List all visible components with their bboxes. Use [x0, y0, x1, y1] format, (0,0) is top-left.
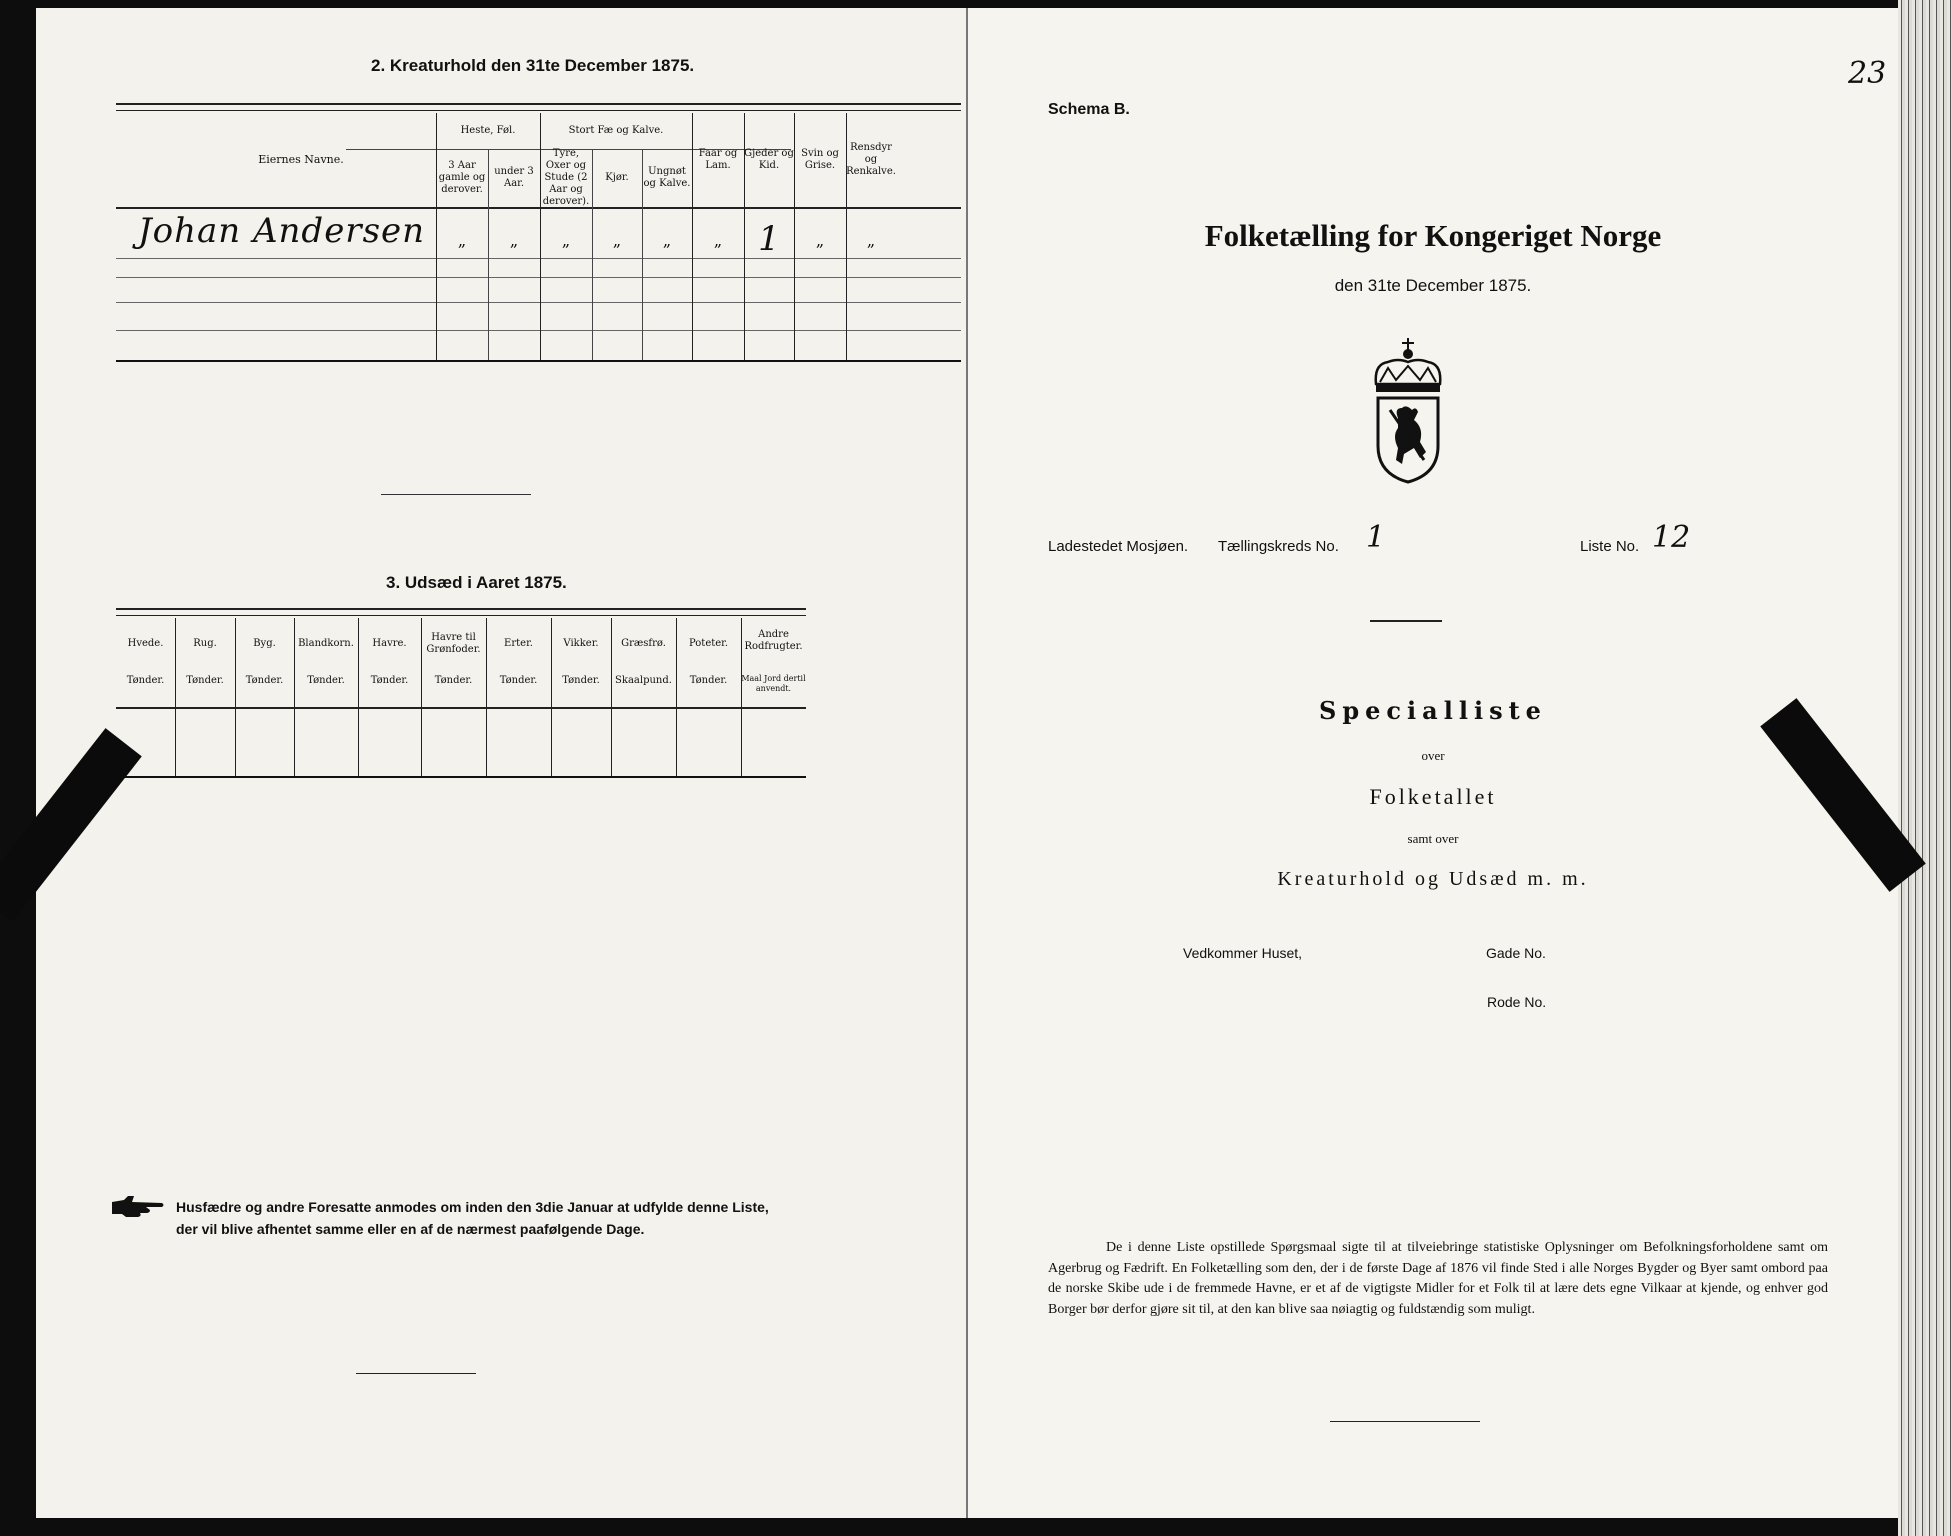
divider — [1370, 620, 1442, 622]
also-over-label: samt over — [1407, 831, 1459, 846]
livestock-seed-label: Kreaturhold og Udsæd m. m. — [1277, 868, 1589, 890]
table-cell: „ — [561, 231, 571, 250]
seed-col-barley: Byg. — [253, 638, 276, 649]
seed-col-other-roots: Andre Rodfrugter. — [744, 629, 803, 652]
table-cell: „ — [457, 231, 467, 250]
seed-unit: Maal Jord dertil anvendt. — [741, 674, 806, 693]
divider — [381, 494, 531, 495]
table-cell: „ — [612, 231, 622, 250]
over-label: over — [1421, 748, 1445, 763]
table-cell: „ — [713, 231, 723, 250]
list-label: Liste No. — [1580, 538, 1640, 555]
district-label: Tællingskreds No. — [1218, 538, 1339, 555]
list-value: 12 — [1652, 520, 1691, 555]
seed-col-mixed-grain: Blandkorn. — [298, 638, 354, 649]
young-cattle-header: Ungnøt og Kalve. — [643, 166, 691, 189]
page-number: 23 — [1848, 56, 1887, 91]
owner-column-header: Eiernes Navne. — [258, 153, 344, 166]
seed-unit: Tønder. — [126, 675, 165, 686]
population-label: Folketallet — [1369, 784, 1497, 809]
seed-table — [116, 608, 956, 778]
explanation-paragraph: De i denne Liste opstillede Spørgsmaal sigte til at tilveiebringe statistiske Oplysninger om Befolkningsforholdene samt om Agerbrug og Fædrift. En Folketælling som den, der i de første Dage af 1876 vil finde Sted i alle Norges Bygder og Byer samt ombord paa de norske Skibe ude i de fremmede Havne, er et af de vigtigste Midler for et Folk til at lære dets egne Vilkaar at kjende, og enhver god Borger bør derfor gjøre sit til, at den kan blive saa nøiagtig og fuldstændig som muligt. — [1048, 1240, 1828, 1317]
seed-col-oats-fodder: Havre til Grønfoder. — [426, 632, 481, 655]
page-block-edge — [1898, 0, 1952, 1536]
table-cell: „ — [662, 231, 672, 250]
street-label: Gade No. — [1486, 945, 1546, 961]
horses-group-header: Heste, Føl. — [460, 125, 516, 136]
seed-col-rye: Rug. — [193, 638, 217, 649]
seed-unit: Tønder. — [434, 675, 473, 686]
seed-unit: Skaalpund. — [615, 675, 672, 686]
pigs-header: Svin og Grise. — [801, 148, 839, 171]
table-cell: 1 — [758, 219, 780, 259]
cattle-group-header: Stort Fæ og Kalve. — [568, 125, 664, 136]
census-title: Folketælling for Kongeriget Norge — [1204, 218, 1662, 253]
table-cell: „ — [509, 231, 519, 250]
census-date: den 31te December 1875. — [1334, 276, 1532, 295]
livestock-heading: 2. Kreaturhold den 31te December 1875. — [371, 56, 695, 75]
seed-unit: Tønder. — [370, 675, 409, 686]
pointing-hand-icon — [110, 1194, 166, 1220]
seed-col-grass-seed: Græsfrø. — [621, 638, 666, 649]
table-cell: „ — [815, 231, 825, 250]
bulls-header: Tyre, Oxer og Stude (2 Aar og derover). — [542, 148, 590, 207]
right-page — [968, 8, 1898, 1518]
horses-young-header: under 3 Aar. — [494, 166, 534, 189]
footnote-text: Husfædre og andre Foresatte anmodes om inden den 3die Januar at udfylde denne Liste, der vil blive afhentet samme eller en af de nærmest paafølgende Dage. — [176, 1199, 769, 1237]
divider — [356, 1373, 476, 1374]
schema-label: Schema B. — [1048, 101, 1130, 118]
norwegian-coat-of-arms-icon — [1368, 336, 1448, 486]
seed-unit: Tønder. — [186, 675, 224, 686]
special-list-title: Specialliste — [1319, 696, 1547, 725]
seed-unit: Tønder. — [499, 675, 538, 686]
seed-col-potatoes: Poteter. — [688, 638, 729, 649]
livestock-table — [116, 103, 956, 423]
district-value: 1 — [1366, 520, 1386, 555]
seed-col-vetch: Vikker. — [563, 638, 599, 649]
place-label: Ladestedet Mosjøen. — [1048, 538, 1189, 555]
seed-unit: Tønder. — [245, 675, 284, 686]
seed-col-wheat: Hvede. — [127, 638, 164, 649]
seed-unit: Tønder. — [562, 675, 600, 686]
seed-unit: Tønder. — [689, 675, 728, 686]
house-label: Vedkommer Huset, — [1183, 945, 1303, 961]
owner-name-handwritten: Johan Andersen — [138, 211, 426, 251]
seed-heading: 3. Udsæd i Aaret 1875. — [386, 573, 567, 592]
divider — [1330, 1421, 1480, 1422]
horses-old-header: 3 Aar gamle og derover. — [438, 160, 486, 195]
reindeer-header: Rensdyr og Renkalve. — [846, 142, 896, 177]
seed-unit: Tønder. — [307, 675, 345, 686]
cows-header: Kjør. — [605, 172, 629, 183]
sheep-header: Faar og Lam. — [698, 148, 738, 171]
ward-label: Rode No. — [1487, 994, 1547, 1010]
left-page — [36, 8, 968, 1518]
seed-col-peas: Erter. — [504, 638, 533, 649]
goats-header: Gjeder og Kid. — [744, 148, 794, 171]
table-cell: „ — [866, 231, 876, 250]
seed-col-oats: Havre. — [372, 638, 407, 649]
